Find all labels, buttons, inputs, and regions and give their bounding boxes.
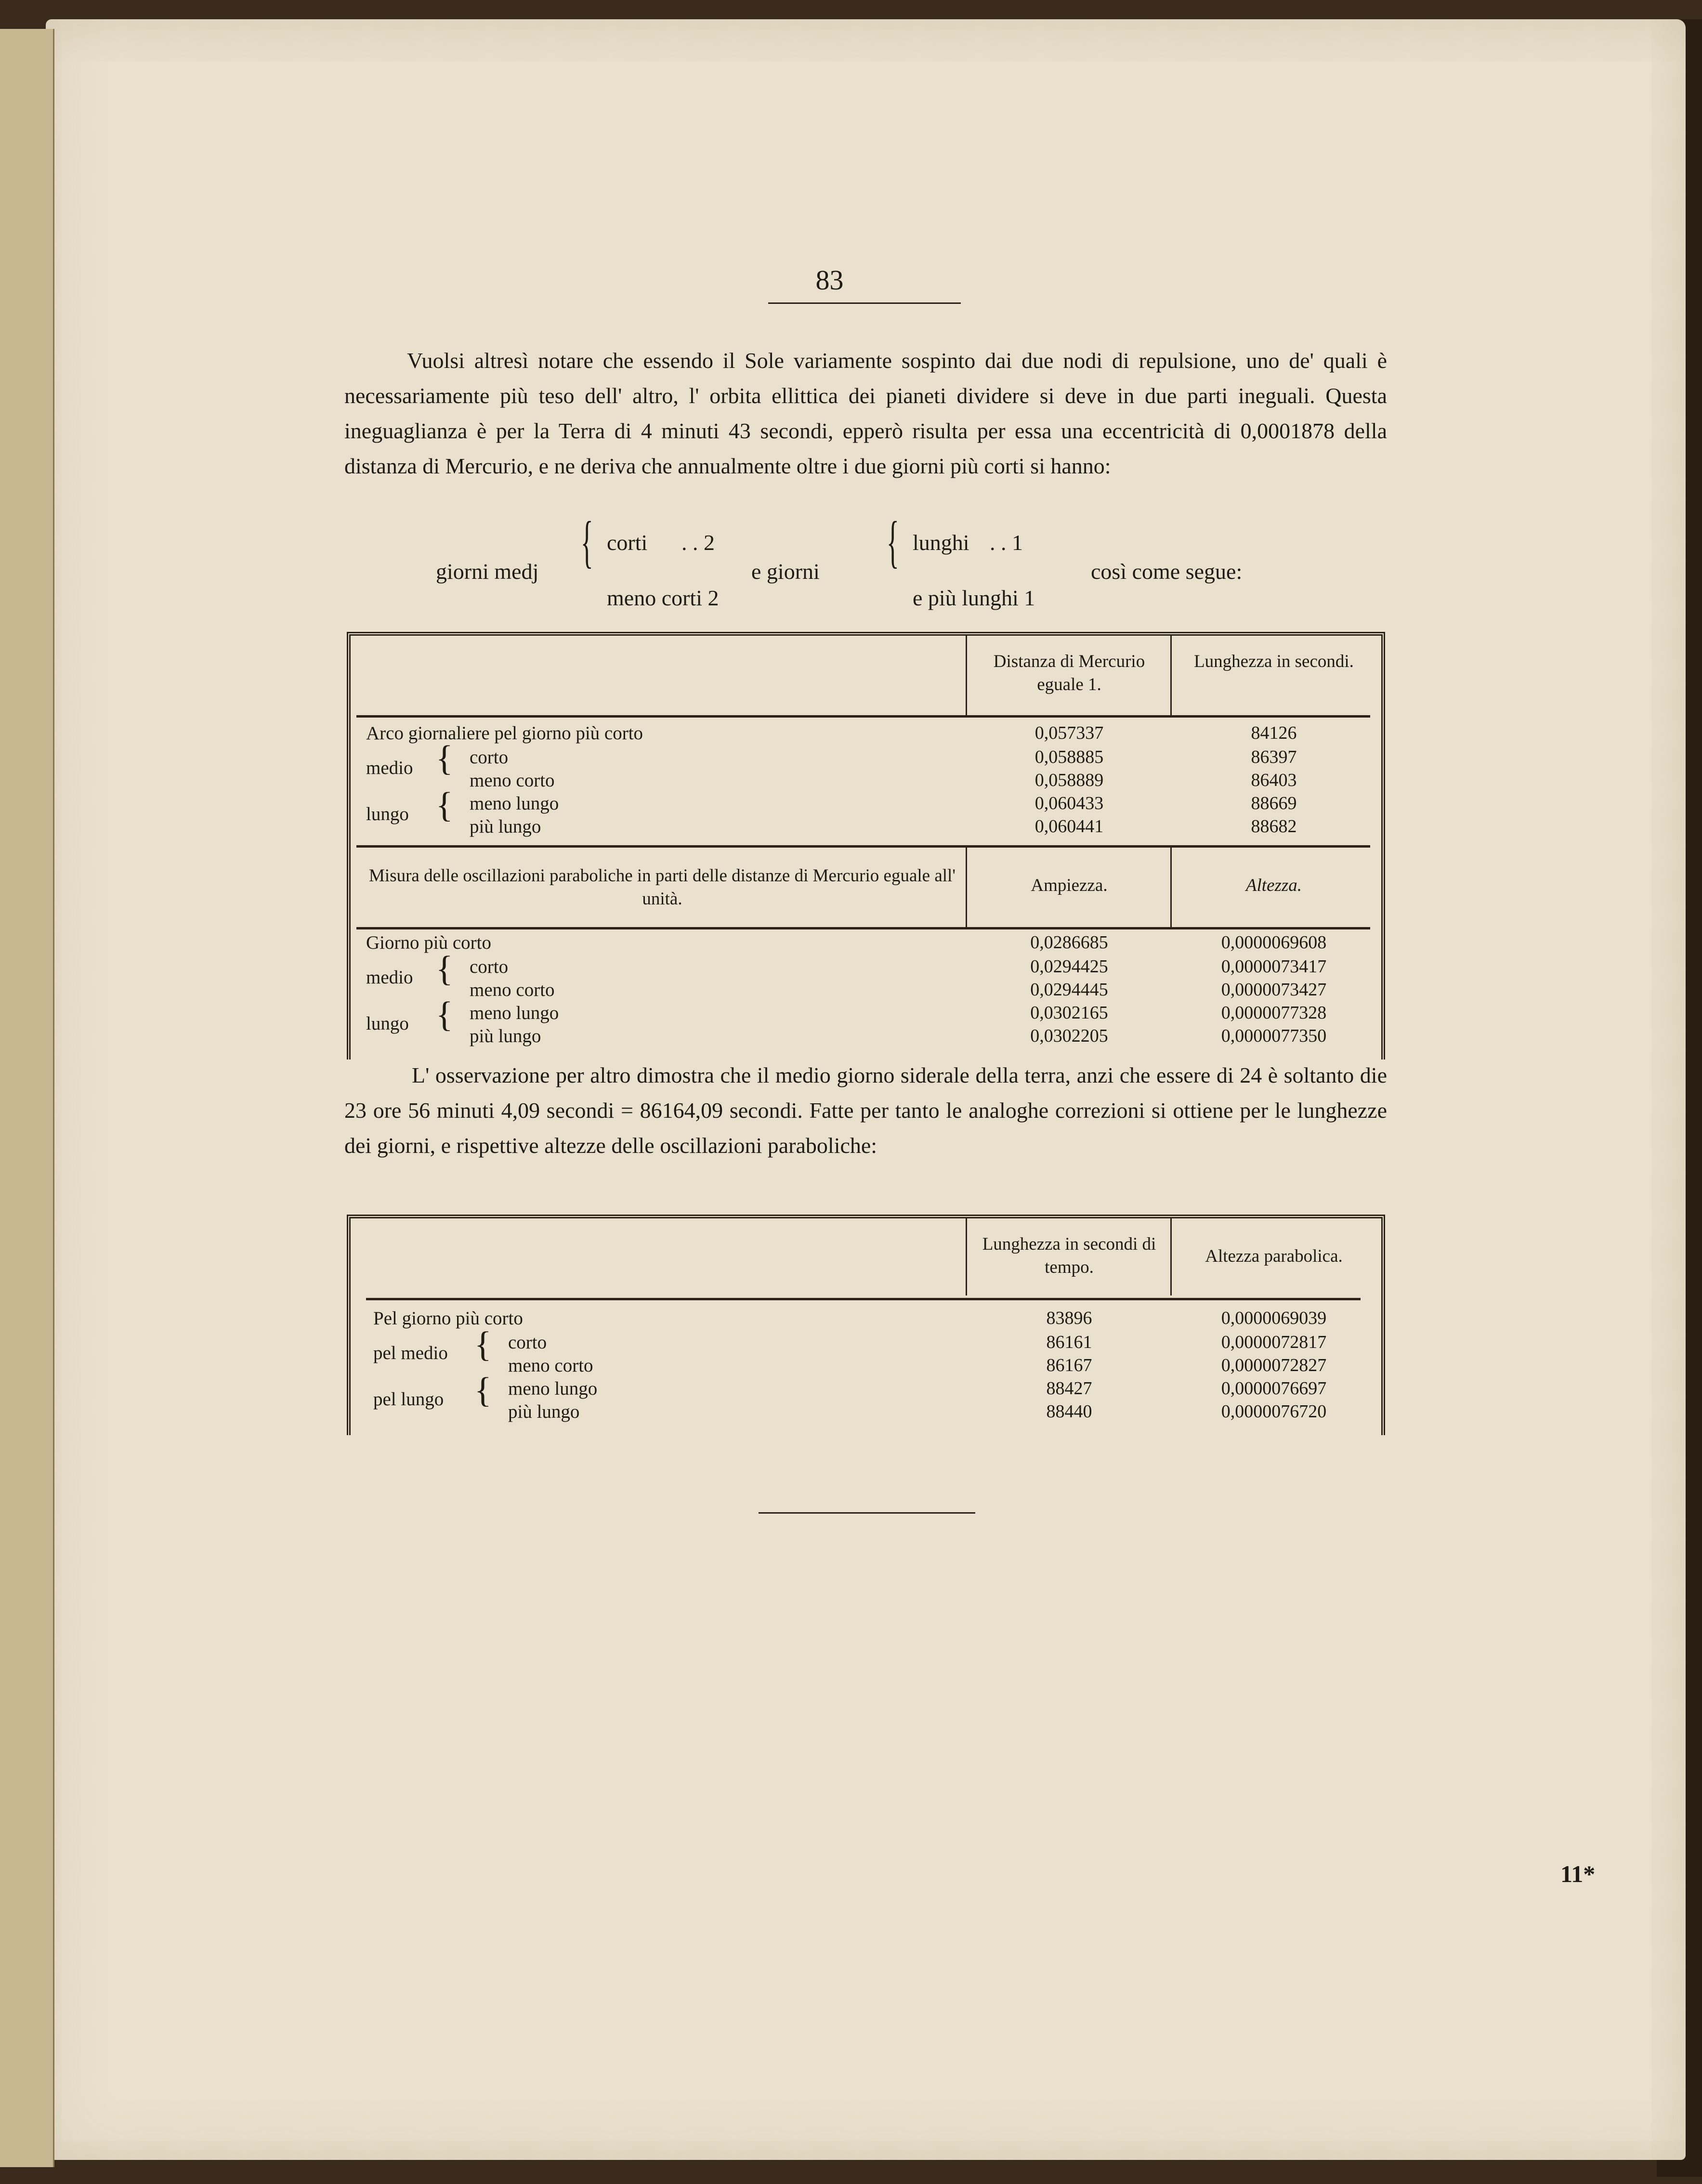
table-1b-row-value-2: 0,0000069608 <box>1221 932 1327 953</box>
table-1-head2-col0: Misura delle oscillazioni paraboliche in parti delle distanze di Mercurio eguale all' unità. <box>369 866 956 909</box>
table-2-row-value-1: 88427 <box>1046 1378 1092 1399</box>
table-1b-row-value-1: 0,0294445 <box>1030 980 1108 1000</box>
table-1b-row-value-1: 0,0302165 <box>1030 1003 1108 1023</box>
table-2-rule <box>366 1298 1361 1300</box>
brace-lungo-2: { <box>436 995 453 1034</box>
table-2-row-value-1: 83896 <box>1046 1308 1092 1328</box>
table-1-row-value-1: 0,058889 <box>1034 770 1104 790</box>
table-1-rule-3 <box>356 927 1370 929</box>
brace-medio: { <box>436 739 453 778</box>
page-content <box>344 0 1596 2119</box>
giorni-medj-label: giorni medj <box>436 559 539 584</box>
e-giorni-label: e giorni <box>751 559 820 584</box>
table-2-row-value-2: 0,0000076697 <box>1221 1378 1327 1399</box>
header-rule <box>768 302 961 304</box>
table-2-row-value-1: 86167 <box>1046 1355 1092 1375</box>
table-2-head-col2: Altezza parabolica. <box>1205 1246 1343 1266</box>
table-1-row-group: lungo <box>366 804 409 824</box>
table-1b-row-value-1: 0,0286685 <box>1030 932 1108 953</box>
table-2-head-col1: Lunghezza in secondi di tempo. <box>982 1234 1156 1277</box>
table-1-row-value-2: 86403 <box>1251 770 1297 790</box>
brace-lungo: { <box>436 785 453 825</box>
brace-pel-medio: { <box>474 1325 492 1364</box>
table-1b-row-value-2: 0,0000073417 <box>1221 956 1327 977</box>
table-2-row-value-1: 88440 <box>1046 1401 1092 1422</box>
table-2-row-label: corto <box>508 1332 547 1353</box>
table-1-row-label: meno lungo <box>470 793 559 814</box>
table-2-row-value-1: 86161 <box>1046 1332 1092 1352</box>
brace-pel-lungo: { <box>474 1371 492 1410</box>
table-1-row-value-2: 84126 <box>1251 723 1297 743</box>
closing-rule <box>759 1512 975 1514</box>
table-2-row-value-2: 0,0000069039 <box>1221 1308 1327 1328</box>
table-2-row-value-2: 0,0000072817 <box>1221 1332 1327 1352</box>
right-brace: { <box>886 510 899 574</box>
table-1-row-label: più lungo <box>470 816 541 837</box>
lunghi-label: lunghi <box>913 530 969 555</box>
page-number: 83 <box>815 264 844 296</box>
table-1b-row-label: meno corto <box>470 980 555 1000</box>
table-1-vline-a <box>966 636 967 715</box>
table-1-row-group: medio <box>366 758 413 778</box>
paragraph-2: L' osservazione per altro dimostra che il medio giorno siderale della terra, anzi che essere di 24 è soltanto die 23 ore 56 minuti 4,09 secondi = 86164,09 secondi. Fatte per tanto le analoghe correzioni si ottiene per le lunghezze dei giorni, e rispettive altezze delle oscillazioni paraboliche: <box>344 1063 1387 1158</box>
lunghi-count: . . 1 <box>990 530 1023 555</box>
table-2-vline-a <box>966 1218 967 1295</box>
table-1b-row-value-1: 0,0294425 <box>1030 956 1108 977</box>
table-1-row-value-1: 0,058885 <box>1034 747 1104 767</box>
table-1b-row-value-2: 0,0000077328 <box>1221 1003 1327 1023</box>
table-1-rule-2 <box>356 845 1370 848</box>
table-1b-row-label: Giorno più corto <box>366 932 491 953</box>
table-1-row-value-2: 86397 <box>1251 747 1297 767</box>
table-2-row-group: pel lungo <box>373 1389 444 1410</box>
table-1-vline-c <box>966 848 967 927</box>
table-1-vline-d <box>1170 848 1172 927</box>
table-2-vline-b <box>1170 1218 1172 1295</box>
table-1-head2-col1: Ampiezza. <box>1031 876 1108 895</box>
corti-label: corti <box>607 530 648 555</box>
table-1-rule-1 <box>356 715 1370 718</box>
table-1-row-label: Arco giornaliere pel giorno più corto <box>366 723 643 744</box>
table-1-head-col1: Distanza di Mercurio eguale 1. <box>993 652 1145 694</box>
paragraph-1: Vuolsi altresì notare che essendo il Sole variamente sospinto dai due nodi di repulsione, uno de' quali è necessariamente più teso dell' altro, l' orbita ellittica dei pianeti dividere si deve in due parti ineguali. Questa ineguaglianza è per la Terra di 4 minuti 43 secondi, epperò risulta per essa una eccentricità di 0,0001878 della distanza di Mercurio, e ne deriva che annualmente oltre i due giorni più corti si hanno: <box>344 348 1387 478</box>
corti-count: . . 2 <box>681 530 715 555</box>
signature-mark: 11* <box>1560 1860 1596 1887</box>
table-1-row-value-1: 0,060433 <box>1034 793 1104 813</box>
meno-corti-label: meno corti 2 <box>607 586 719 610</box>
table-2-row-value-2: 0,0000072827 <box>1221 1355 1327 1375</box>
table-1b-row-label: più lungo <box>470 1026 541 1046</box>
table-1-row-value-2: 88682 <box>1251 816 1297 837</box>
table-1b-row-label: meno lungo <box>470 1003 559 1023</box>
piu-lunghi-label: e più lunghi 1 <box>913 586 1035 610</box>
table-2-row-label: meno corto <box>508 1355 593 1376</box>
table-1-row-label: meno corto <box>470 770 555 791</box>
table-1b-row-value-1: 0,0302205 <box>1030 1026 1108 1046</box>
table-2-row-group: pel medio <box>373 1343 448 1363</box>
table-1-row-label: corto <box>470 747 509 768</box>
table-1-head-col2: Lunghezza in secondi. <box>1194 652 1354 671</box>
table-1-head2-col2: Altezza. <box>1245 876 1302 895</box>
table-1b-row-label: corto <box>470 956 509 977</box>
table-1b-row-group: lungo <box>366 1013 409 1034</box>
table-2-row-label: meno lungo <box>508 1378 598 1399</box>
come-segue-label: così come segue: <box>1091 559 1243 584</box>
table-2-row-label: Pel giorno più corto <box>373 1308 523 1329</box>
days-grouping <box>344 510 1387 621</box>
table-1b-row-value-2: 0,0000073427 <box>1221 980 1327 1000</box>
table-1-row-value-1: 0,057337 <box>1034 723 1104 743</box>
table-1b-row-value-2: 0,0000077350 <box>1221 1026 1327 1046</box>
table-2-row-label: più lungo <box>508 1401 580 1422</box>
table-2-row-value-2: 0,0000076720 <box>1221 1401 1327 1422</box>
table-1-vline-b <box>1170 636 1172 715</box>
table-1-row-value-2: 88669 <box>1251 793 1297 813</box>
table-1b-row-group: medio <box>366 967 413 988</box>
left-brace: { <box>580 510 593 574</box>
binding-spine <box>0 29 54 2167</box>
table-1-row-value-1: 0,060441 <box>1034 816 1104 837</box>
brace-medio-2: { <box>436 949 453 989</box>
